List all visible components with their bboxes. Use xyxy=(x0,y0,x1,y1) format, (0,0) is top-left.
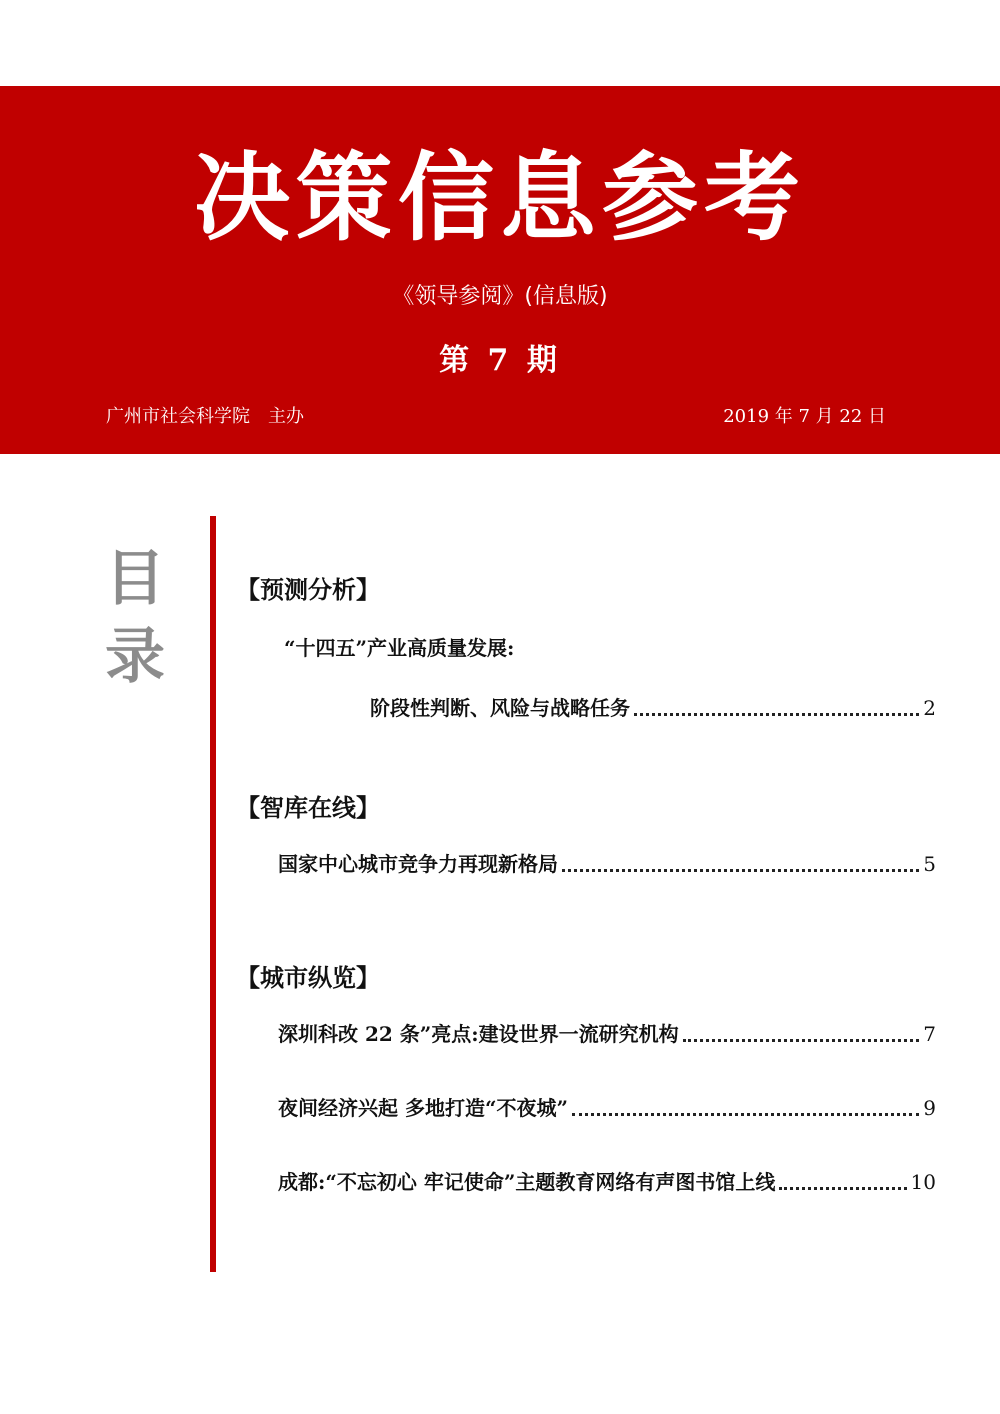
toc-heading-char: 目 xyxy=(105,544,165,614)
toc-entry-page: 7 xyxy=(923,1022,936,1046)
issue-number: 第 7 期 xyxy=(439,343,561,378)
dot-leader xyxy=(562,869,919,872)
toc-entry[interactable] xyxy=(278,1098,936,1118)
toc-entry-page: 10 xyxy=(910,1170,936,1194)
toc-entry-title: 国家中心城市竞争力再现新格局 xyxy=(278,852,558,876)
dot-leader xyxy=(779,1187,906,1190)
toc-section-title: 【预测分析】 xyxy=(236,576,380,604)
toc-entry-title: 深圳科改 22 条”亮点:建设世界一流研究机构 xyxy=(278,1022,679,1046)
toc-entry[interactable] xyxy=(278,854,936,874)
toc-heading-char: 录 xyxy=(105,622,165,692)
dot-leader xyxy=(683,1039,920,1042)
toc-heading xyxy=(100,540,170,696)
publication-title: 决策信息参考 xyxy=(194,141,806,254)
dot-leader xyxy=(634,713,919,716)
dot-leader xyxy=(572,1113,919,1116)
toc-section-title: 【智库在线】 xyxy=(236,794,380,822)
toc-entry[interactable] xyxy=(278,1172,936,1192)
toc-entry-title: 夜间经济兴起 多地打造“不夜城” xyxy=(278,1096,568,1120)
toc-entry[interactable] xyxy=(370,698,936,718)
toc-entry-title: 成都:“不忘初心 牢记使命”主题教育网络有声图书馆上线 xyxy=(278,1170,776,1194)
toc-entry-title-line1: “十四五”产业高质量发展: xyxy=(284,636,515,660)
toc-entry-title: 阶段性判断、风险与战略任务 xyxy=(370,696,630,720)
publisher: 广州市社会科学院 主办 xyxy=(106,406,304,427)
publication-subtitle: 《领导参阅》(信息版) xyxy=(392,284,608,309)
toc-entry-page: 5 xyxy=(923,852,936,876)
toc-divider xyxy=(210,516,216,1272)
toc-entry-page: 2 xyxy=(923,696,936,720)
publication-date: 2019 年 7 月 22 日 xyxy=(723,406,886,427)
toc-entry-page: 9 xyxy=(923,1096,936,1120)
toc-section-title: 【城市纵览】 xyxy=(236,964,380,992)
toc-entry[interactable] xyxy=(278,1024,936,1044)
